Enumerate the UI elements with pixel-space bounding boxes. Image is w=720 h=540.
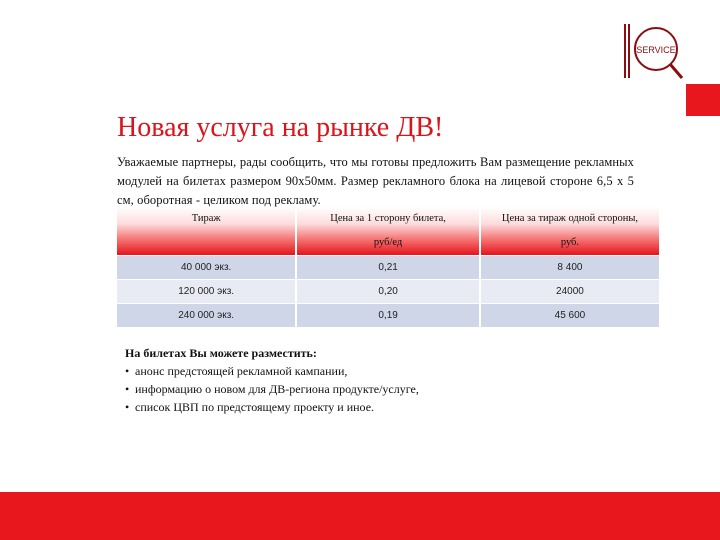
cell-price-per-run: 24000 [480,280,659,304]
cell-price-per-side: 0,20 [296,280,480,304]
table-row [117,304,659,328]
logo-text: SERVICE [636,45,676,55]
cell-price-per-run: 45 600 [480,304,659,328]
top-red-square [686,84,720,116]
cell-price-per-side: 0,19 [296,304,480,328]
cell-circulation: 240 000 экз. [117,304,296,328]
table-row [117,280,659,304]
header-price-per-side [296,207,480,256]
logo-tail [670,64,682,78]
list-item: • список ЦВП по предстоящему проекту и иное. [125,398,545,416]
footer-red-bar [0,492,720,540]
header-price-per-run-line2: руб. [560,237,580,248]
table-row [117,256,659,280]
benefits-title: На билетах Вы можете разместить: [125,346,317,360]
list-item: • информацию о новом для ДВ-региона продукте/услуге, [125,380,545,398]
table-header-row [117,207,659,256]
iq-service-logo [620,22,690,82]
header-price-per-side-line2: руб/ед [373,237,403,248]
logo-bar-1 [624,24,626,78]
cell-circulation: 120 000 экз. [117,280,296,304]
cell-circulation: 40 000 экз. [117,256,296,280]
benefits-block [125,344,545,416]
cell-price-per-run: 8 400 [480,256,659,280]
header-price-per-side-line1: Цена за 1 сторону билета, [330,213,446,224]
header-circulation [117,207,296,256]
list-item: • анонс предстоящей рекламной кампании, [125,362,545,380]
header-circulation-line1: Тираж [191,213,221,224]
cell-price-per-side: 0,21 [296,256,480,280]
logo-bar-2 [628,24,630,78]
benefits-list [125,362,545,416]
price-table [117,207,659,327]
header-price-per-run [480,207,659,256]
page-title: Новая услуга на рынке ДВ! [117,112,444,143]
header-price-per-run-line1: Цена за тираж одной стороны, [501,213,639,224]
intro-paragraph: Уважаемые партнеры, рады сообщить, что мы готовы предложить Вам размещение рекламных модулей на билетах размером 90х50мм. Размер рекламного блока на лицевой стороне 6,5 х 5 см, оборотная - целиком под рекламу. [117,155,634,207]
